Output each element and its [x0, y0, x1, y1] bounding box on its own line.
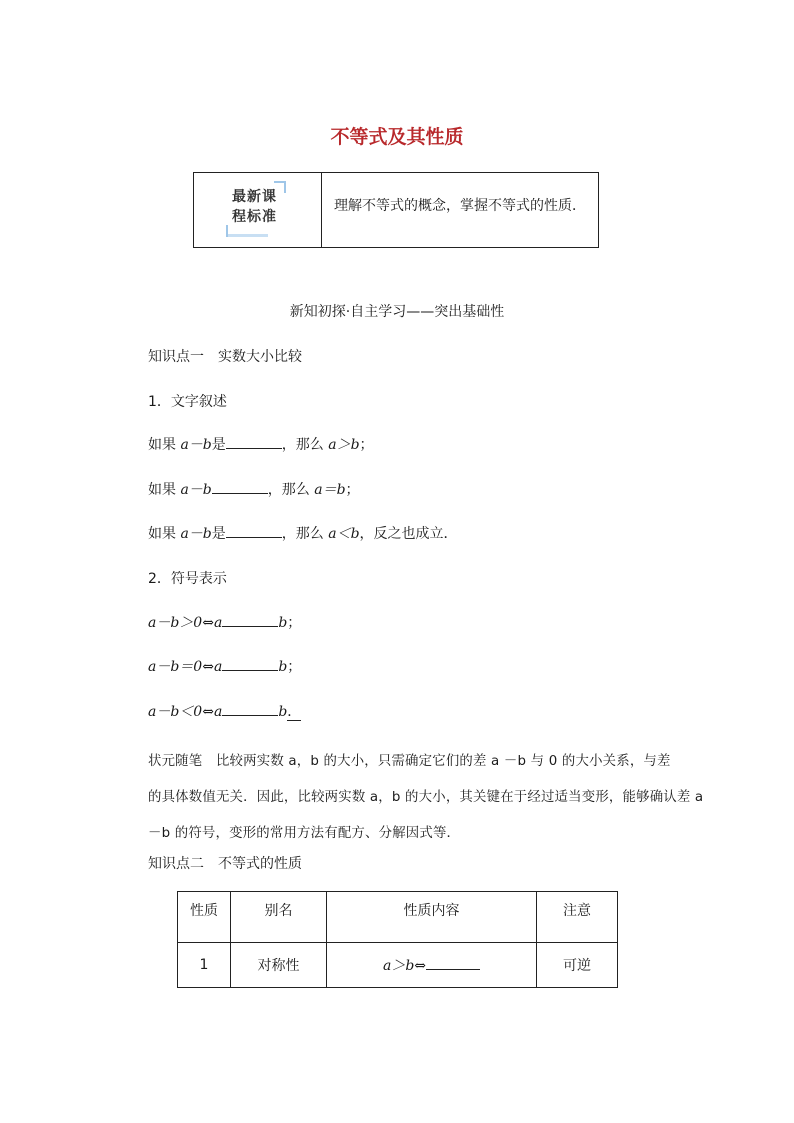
fill-blank[interactable]	[226, 523, 282, 538]
fill-blank[interactable]	[222, 612, 278, 627]
study-note-line: －b 的符号，变形的常用方法有配方、分解因式等．	[148, 826, 461, 841]
expression: a－b	[180, 526, 212, 542]
fill-blank[interactable]	[222, 701, 278, 716]
study-note-line: 状元随笔 比较两实数 a，b 的大小，只需确定它们的差 a －b 与 0 的大小关系，与差	[148, 754, 671, 769]
item-1-heading: 1．文字叙述	[148, 394, 227, 410]
expression: a－b	[180, 437, 212, 453]
text-statement-line: 如果 a－b ，那么 a＝b；	[148, 479, 360, 499]
badge-bar-decoration	[228, 234, 268, 237]
page-title: 不等式及其性质	[330, 126, 464, 148]
fill-blank[interactable]	[222, 656, 278, 671]
table-header-cell: 别名	[231, 892, 327, 943]
symbol-line: a－b＞0⇔a b；	[148, 612, 301, 632]
course-standard-badge-label: 最新课程标准	[232, 189, 277, 225]
text-statement-line: 如果 a－b是 ，那么 a＜b，反之也成立．	[148, 523, 458, 543]
table-header-cell: 性质内容	[327, 892, 537, 943]
table-header-cell: 性质	[178, 892, 231, 943]
course-standard-badge-cell	[194, 173, 322, 247]
section-header: 新知初探·自主学习——突出基础性	[289, 304, 505, 320]
inequality-properties-table	[177, 891, 618, 988]
item-2-heading: 2．符号表示	[148, 571, 227, 587]
table-cell-alias: 对称性	[231, 943, 327, 988]
table-header-cell: 注意	[537, 892, 618, 943]
symbol-line: a－b＝0⇔a b；	[148, 656, 301, 676]
table-row	[178, 943, 618, 988]
course-standard-box	[193, 172, 599, 248]
fill-blank[interactable]	[226, 434, 282, 449]
knowledge-point-2-heading: 知识点二 不等式的性质	[148, 856, 302, 872]
fill-blank[interactable]	[212, 479, 268, 494]
study-note-line: 的具体数值无关．因此，比较两实数 a，b 的大小，其关键在于经过适当变形，能够确认差 a	[148, 790, 704, 805]
text-statement-line: 如果 a－b是 ，那么 a＞b；	[148, 434, 374, 454]
expression: a－b	[180, 482, 212, 498]
table-cell-content: a＞b⇔	[327, 943, 537, 988]
table-cell-number: 1	[178, 943, 231, 988]
table-cell-note: 可逆	[537, 943, 618, 988]
symbol-line: a－b＜0⇔a b．	[148, 701, 301, 721]
course-standard-content: 理解不等式的概念，掌握不等式的性质．	[334, 198, 586, 214]
study-note	[148, 744, 704, 852]
table-header-row	[178, 892, 618, 943]
fill-blank[interactable]	[426, 955, 480, 970]
course-standard-badge	[224, 179, 288, 239]
knowledge-point-1-heading: 知识点一 实数大小比较	[148, 349, 302, 365]
